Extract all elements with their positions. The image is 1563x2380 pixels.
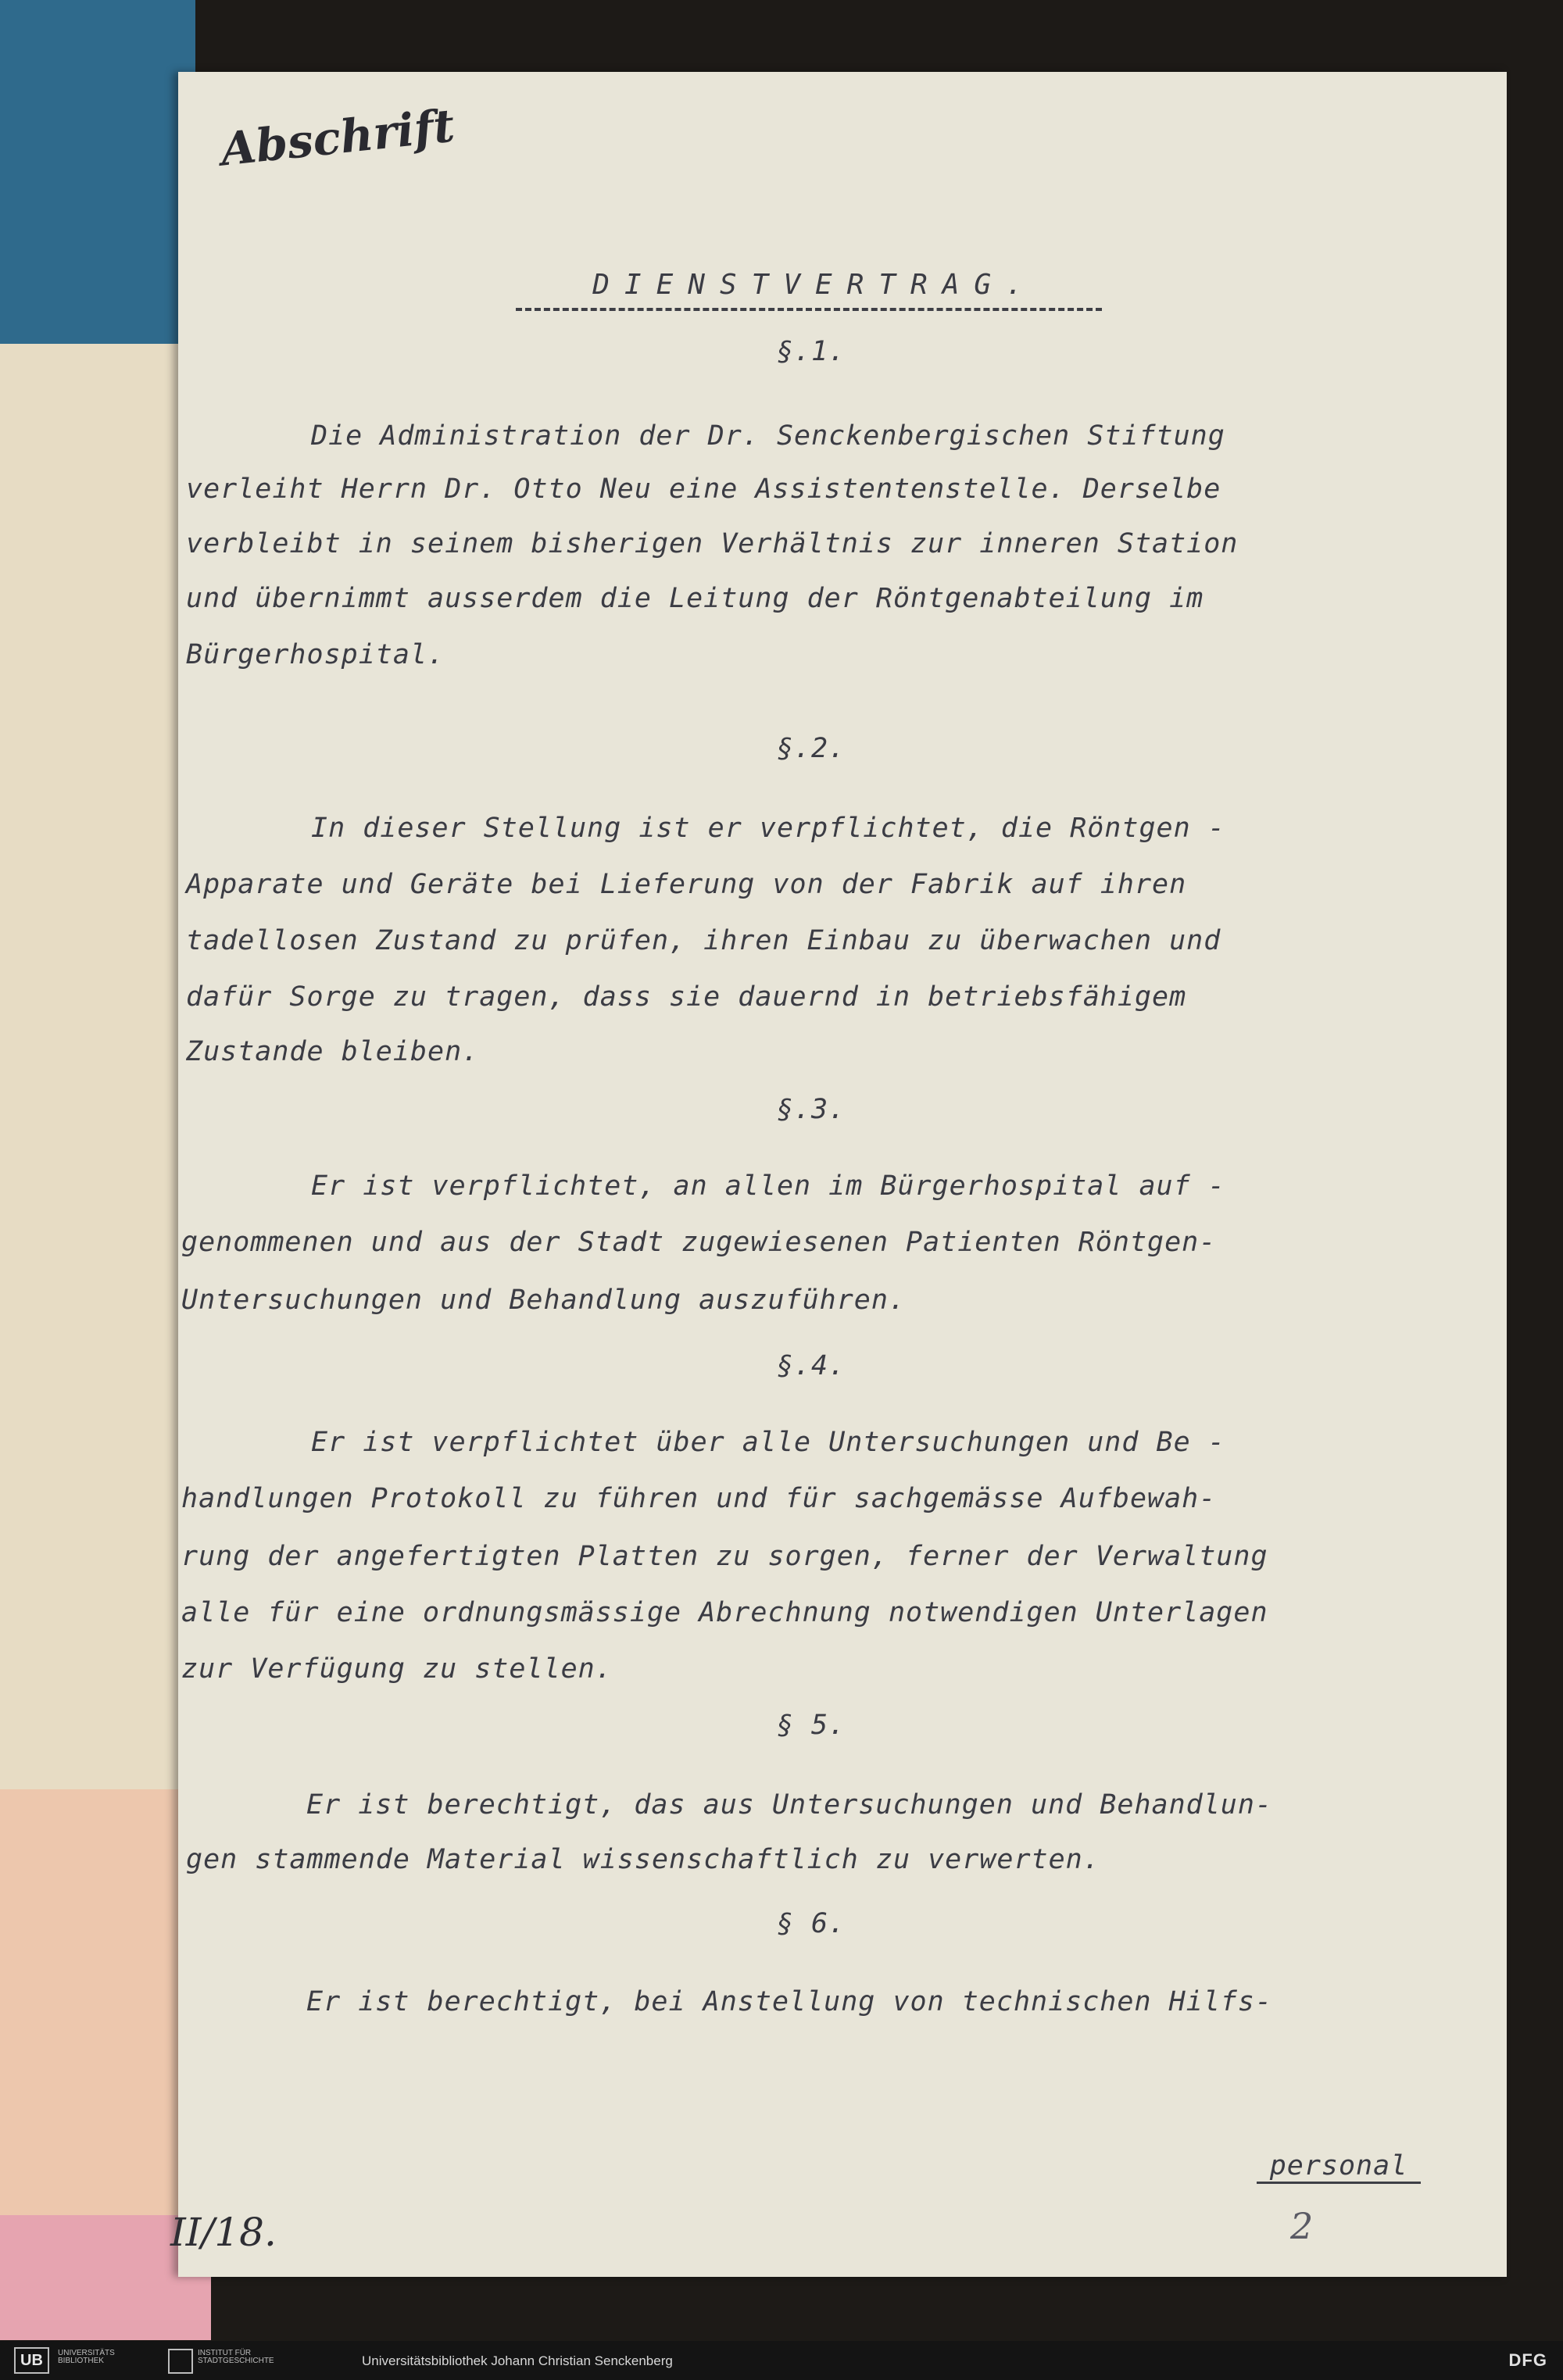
isg-text: INSTITUT FÜR STADTGESCHICHTE [198, 2349, 274, 2365]
underlying-peach-sheet [0, 1789, 188, 2215]
text-line: Er ist berechtigt, bei Anstellung von technischen Hilfs- [306, 1986, 1273, 2017]
text-line: und übernimmt ausserdem die Leitung der Röntgenabteilung im [186, 583, 1204, 614]
text-line: Zustande bleiben. [186, 1036, 480, 1067]
footer-bar [0, 2341, 1563, 2380]
archive-mark: II/18. [170, 2210, 277, 2255]
page-number: 2 [1290, 2205, 1314, 2247]
text-line: rung der angefertigten Platten zu sorgen, ferner der Verwaltung [181, 1541, 1268, 1572]
text-line: genommenen und aus der Stadt zugewiesenen Patienten Röntgen- [181, 1227, 1217, 1258]
section-heading: §.4. [776, 1350, 846, 1381]
ub-logo: UB [14, 2347, 49, 2374]
section-heading: §.2. [776, 733, 846, 764]
text-line: verbleibt in seinem bisherigen Verhältnis zur inneren Station [186, 528, 1239, 559]
ub-text: UNIVERSITÄTS BIBLIOTHEK [58, 2349, 115, 2365]
text-line: zur Verfügung zu stellen. [181, 1653, 613, 1685]
text-line: Er ist berechtigt, das aus Untersuchungen und Behandlun- [306, 1789, 1273, 1821]
continuation-word: personal [1257, 2150, 1421, 2184]
text-line: Er ist verpflichtet über alle Untersuchungen und Be - [311, 1427, 1225, 1458]
text-line: verleiht Herrn Dr. Otto Neu eine Assistentenstelle. Derselbe [186, 473, 1221, 505]
document-title: DIENSTVERTRAG. [592, 269, 1038, 301]
text-line: In dieser Stellung ist er verpflichtet, die Röntgen - [311, 813, 1225, 844]
document-page [170, 72, 1507, 2277]
section-heading: §.1. [776, 336, 846, 367]
text-line: tadellosen Zustand zu prüfen, ihren Einbau zu überwachen und [186, 925, 1221, 956]
section-heading: § 5. [776, 1710, 846, 1741]
isg-logo-icon [168, 2349, 193, 2374]
text-line: handlungen Protokoll zu führen und für sachgemässe Aufbewah- [181, 1483, 1217, 1514]
text-line: Untersuchungen und Behandlung auszuführen. [181, 1285, 907, 1316]
underlying-cream-sheet [0, 344, 188, 1789]
text-line: Bürgerhospital. [186, 639, 445, 670]
dfg-logo: DFG [1508, 2350, 1547, 2370]
handwritten-note: Abschrift [218, 98, 457, 177]
section-heading: §.3. [776, 1094, 846, 1125]
library-name: Universitätsbibliothek Johann Christian Senckenberg [362, 2353, 673, 2368]
text-line: gen stammende Material wissenschaftlich zu verwerten. [186, 1844, 1100, 1875]
text-line: dafür Sorge zu tragen, dass sie dauernd in betriebsfähigem [186, 981, 1187, 1013]
text-line: alle für eine ordnungsmässige Abrechnung notwendigen Unterlagen [181, 1597, 1268, 1628]
text-line: Apparate und Geräte bei Lieferung von der Fabrik auf ihren [186, 869, 1187, 900]
text-line: Die Administration der Dr. Senckenbergischen Stiftung [311, 420, 1225, 452]
section-heading: § 6. [776, 1908, 846, 1939]
underlying-blue-sheet [0, 0, 195, 344]
text-line: Er ist verpflichtet, an allen im Bürgerhospital auf - [311, 1170, 1225, 1202]
title-underline [516, 308, 1102, 311]
